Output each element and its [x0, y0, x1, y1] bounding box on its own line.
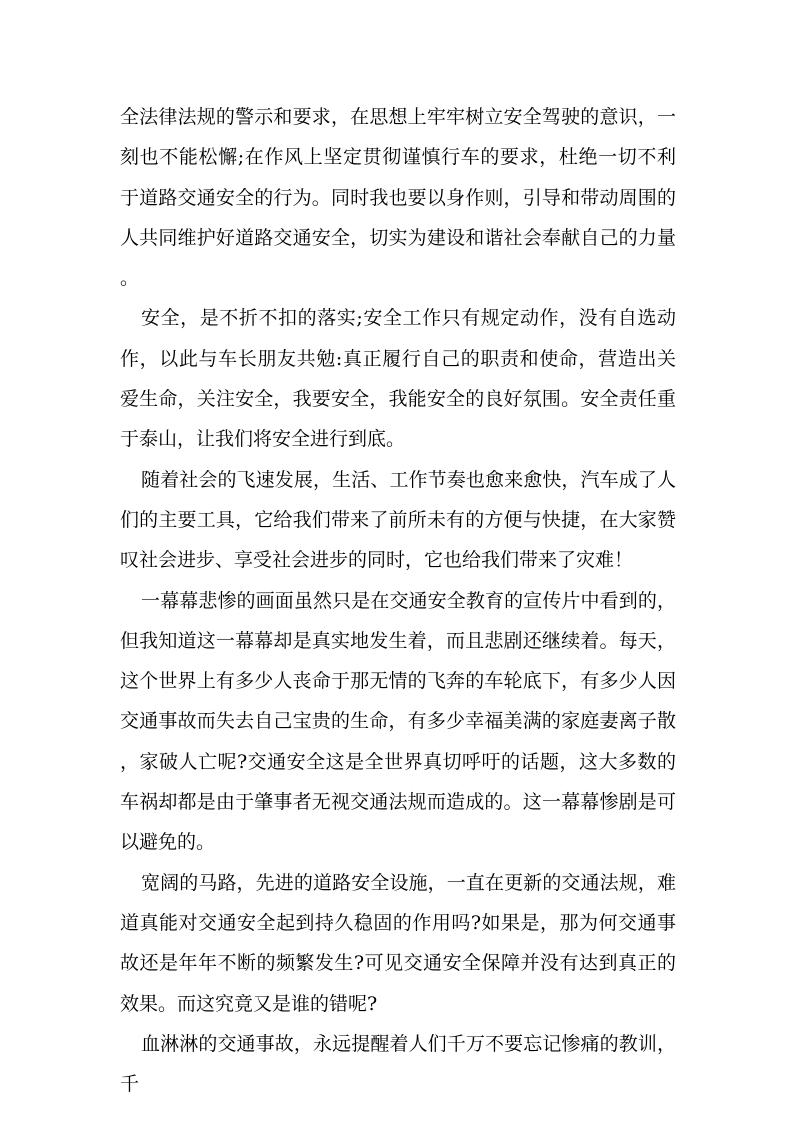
paragraph-4: 一幕幕悲惨的画面虽然只是在交通安全教育的宣传片中看到的，但我知道这一幕幕却是真实地发生着，而且悲剧还继续着。每天，这个世界上有多少人丧命于那无情的飞奔的车轮底下，有多少人因交通事故而失去自己宝贵的生命，有多少幸福美满的家庭妻离子散，家破人亡呢?交通安全这是全世界真切呼吁的话题，这大多数的车祸却都是由于肇事者无视交通法规而造成的。这一幕幕惨剧是可以避免的。 — [120, 589, 676, 854]
paragraph-3: 随着社会的飞速发展，生活、工作节奏也愈来愈快，汽车成了人们的主要工具，它给我们带来了前所未有的方便与快捷，在大家赞叹社会进步、享受社会进步的同时，它也给我们带来了灾难！ — [120, 468, 676, 572]
paragraph-5: 宽阔的马路，先进的道路安全设施，一直在更新的交通法规，难道真能对交通安全起到持久稳固的作用吗?如果是，那为何交通事故还是年年不断的频繁发生?可见交通安全保障并没有达到真正的效果。而这究竟又是谁的错呢? — [120, 871, 676, 1015]
paragraph-2: 安全，是不折不扣的落实;安全工作只有规定动作，没有自选动作，以此与车长朋友共勉:真正履行自己的职责和使命，营造出关爱生命，关注安全，我要安全，我能安全的良好氛围。安全责任重于泰山，让我们将安全进行到底。 — [120, 307, 676, 451]
paragraph-1: 全法律法规的警示和要求，在思想上牢牢树立安全驾驶的意识，一刻也不能松懈;在作风上坚定贯彻谨慎行车的要求，杜绝一切不利于道路交通安全的行为。同时我也要以身作则，引导和带动周围的人共同维护好道路交通安全，切实为建设和谐社会奉献自己的力量。 — [120, 106, 676, 290]
document-body — [120, 97, 676, 1104]
paragraph-6: 血淋淋的交通事故，永远提醒着人们千万不要忘记惨痛的教训，千 — [120, 1032, 676, 1096]
